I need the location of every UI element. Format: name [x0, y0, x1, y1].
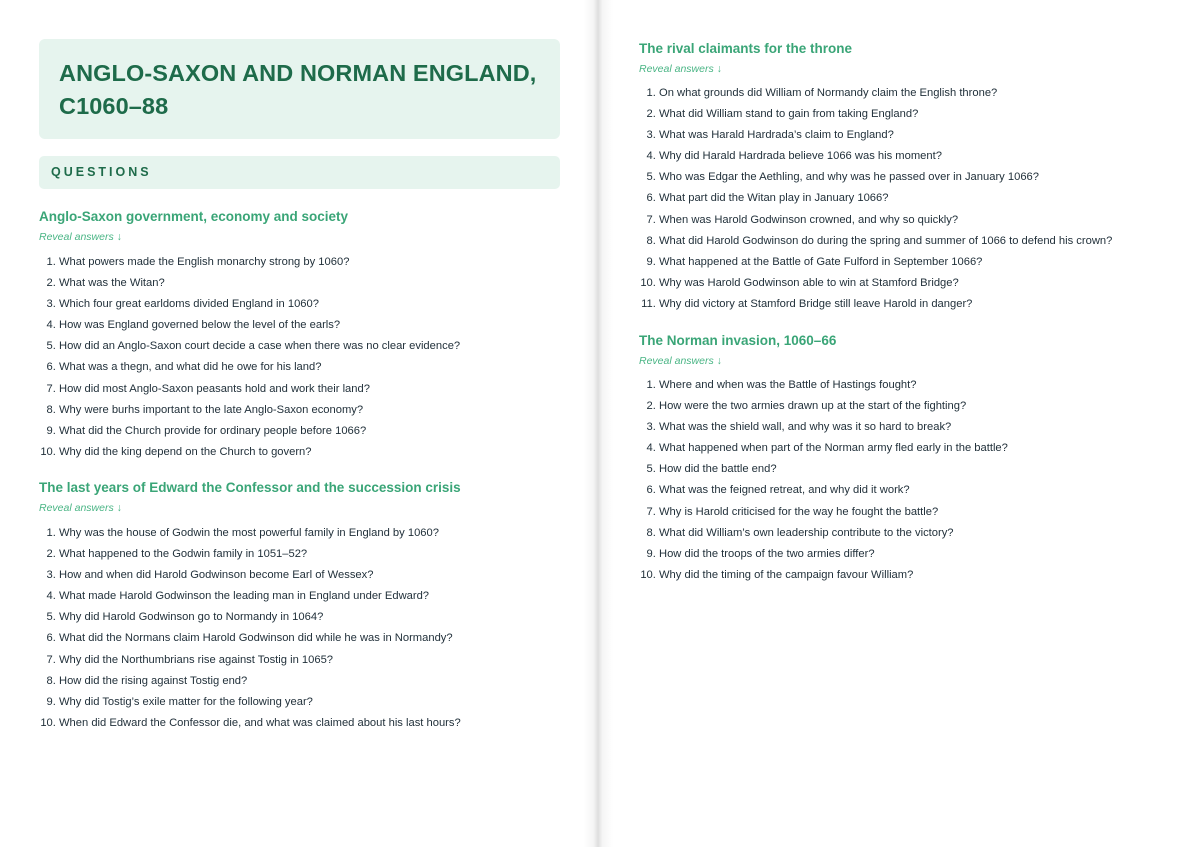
- section-heading: The last years of Edward the Confessor and the succession crisis: [39, 480, 461, 495]
- question-text: What did William stand to gain from taking England?: [659, 108, 919, 121]
- question-item[interactable]: [39, 403, 460, 424]
- question-text: Where and when was the Battle of Hastings fought?: [659, 379, 917, 391]
- question-text: Why did the timing of the campaign favour William?: [659, 568, 914, 581]
- question-item[interactable]: [39, 276, 460, 297]
- question-text: What was the Witan?: [59, 277, 165, 290]
- question-number: 6.: [46, 361, 59, 374]
- question-text: How and when did Harold Godwinson become Earl of Wessex?: [59, 569, 374, 582]
- question-number: 2.: [46, 277, 59, 290]
- question-item[interactable]: [39, 318, 460, 339]
- question-number: 1.: [46, 256, 59, 268]
- question-item[interactable]: [639, 483, 1008, 504]
- question-text: Why was Harold Godwinson able to win at Stamford Bridge?: [659, 276, 959, 289]
- question-number: 5.: [46, 611, 59, 624]
- question-text: Why was the house of Godwin the most powerful family in England by 1060?: [59, 527, 439, 539]
- question-text: On what grounds did William of Normandy claim the English throne?: [659, 87, 998, 99]
- question-text: What happened to the Godwin family in 1051–52?: [59, 548, 308, 561]
- question-number: 7.: [646, 213, 659, 226]
- question-number: 4.: [46, 319, 59, 332]
- question-item[interactable]: [639, 568, 1008, 589]
- question-number: 6.: [46, 632, 59, 645]
- question-text: Why did the Northumbrians rise against Tostig in 1065?: [59, 653, 334, 666]
- question-number: 8.: [46, 403, 59, 416]
- question-number: 7.: [46, 382, 59, 395]
- section-heading: Anglo-Saxon government, economy and society: [39, 209, 349, 224]
- question-text: Why is Harold criticised for the way he fought the battle?: [659, 505, 939, 518]
- question-text: Why did victory at Stamford Bridge still leave Harold in danger?: [659, 297, 973, 310]
- question-item[interactable]: [39, 695, 461, 716]
- question-number: 10.: [640, 276, 659, 289]
- question-text: Why did Harald Hardrada believe 1066 was his moment?: [659, 150, 942, 163]
- question-text: What happened at the Battle of Gate Fulford in September 1066?: [659, 255, 983, 268]
- question-text: What did William’s own leadership contribute to the victory?: [659, 526, 954, 539]
- question-item[interactable]: [39, 547, 461, 568]
- question-item[interactable]: [39, 631, 461, 652]
- question-item[interactable]: [39, 297, 460, 318]
- question-text: What made Harold Godwinson the leading man in England under Edward?: [59, 590, 430, 603]
- reveal-answers-link[interactable]: Reveal answers ↓: [639, 355, 722, 367]
- question-item[interactable]: [39, 424, 460, 445]
- question-item[interactable]: [39, 382, 460, 403]
- question-text: What was the shield wall, and why was it so hard to break?: [659, 421, 952, 434]
- question-item[interactable]: [639, 547, 1008, 568]
- question-number: 10.: [40, 445, 59, 458]
- question-number: 4.: [646, 442, 659, 455]
- question-item[interactable]: [639, 399, 1008, 420]
- question-text: Why did the king depend on the Church to govern?: [59, 445, 312, 458]
- question-item[interactable]: [39, 589, 461, 610]
- question-number: 8.: [646, 526, 659, 539]
- question-number: 10.: [40, 716, 59, 729]
- question-number: 5.: [646, 171, 659, 184]
- question-text: What did Harold Godwinson do during the spring and summer of 1066 to defend his crown?: [659, 234, 1113, 247]
- question-item[interactable]: [639, 191, 1112, 212]
- question-number: 9.: [46, 695, 59, 708]
- question-number: 3.: [646, 421, 659, 434]
- question-text: What was a thegn, and what did he owe for his land?: [59, 361, 322, 374]
- question-item[interactable]: [639, 128, 1112, 149]
- question-item[interactable]: [639, 378, 1008, 399]
- question-list: [639, 86, 1112, 318]
- question-item[interactable]: [639, 462, 1008, 483]
- question-number: 11.: [641, 297, 659, 310]
- question-number: 5.: [646, 463, 659, 476]
- question-text: How did an Anglo-Saxon court decide a case when there was no clear evidence?: [59, 340, 461, 353]
- reveal-answers-link[interactable]: Reveal answers ↓: [39, 231, 122, 243]
- question-item[interactable]: [639, 420, 1008, 441]
- question-list: [39, 526, 461, 737]
- question-text: Who was Edgar the Aethling, and why was he passed over in January 1066?: [659, 171, 1039, 184]
- question-item[interactable]: [639, 234, 1112, 255]
- section-succession-crisis: [39, 480, 461, 737]
- question-number: 4.: [46, 590, 59, 603]
- question-text: What did the Church provide for ordinary people before 1066?: [59, 424, 367, 437]
- question-list: [39, 255, 460, 466]
- question-item[interactable]: [39, 360, 460, 381]
- question-number: 9.: [646, 547, 659, 560]
- question-item[interactable]: [639, 170, 1112, 191]
- question-text: What did the Normans claim Harold Godwinson did while he was in Normandy?: [59, 632, 453, 645]
- question-text: How did the battle end?: [659, 463, 777, 476]
- question-item[interactable]: [639, 441, 1008, 462]
- question-item[interactable]: [39, 526, 461, 547]
- question-text: When did Edward the Confessor die, and what was claimed about his last hours?: [59, 716, 461, 729]
- question-number: 6.: [646, 192, 659, 205]
- question-number: 9.: [46, 424, 59, 437]
- title-box: [39, 39, 560, 139]
- question-text: What was the feigned retreat, and why did it work?: [659, 484, 910, 497]
- question-number: 3.: [46, 298, 59, 311]
- question-number: 1.: [646, 379, 659, 391]
- question-number: 8.: [46, 674, 59, 687]
- question-item[interactable]: [39, 674, 461, 695]
- question-item[interactable]: [639, 526, 1008, 547]
- question-item[interactable]: [639, 255, 1112, 276]
- question-number: 3.: [46, 569, 59, 582]
- question-item[interactable]: [39, 445, 460, 466]
- question-number: 10.: [640, 568, 659, 581]
- section-rival-claimants: [639, 41, 1112, 318]
- question-number: 1.: [646, 87, 659, 99]
- question-item[interactable]: [639, 276, 1112, 297]
- section-heading: The Norman invasion, 1060–66: [639, 333, 837, 348]
- question-text: How did the rising against Tostig end?: [59, 674, 248, 687]
- question-text: Why did Harold Godwinson go to Normandy in 1064?: [59, 611, 324, 624]
- question-text: What part did the Witan play in January 1066?: [659, 192, 889, 205]
- question-number: 2.: [646, 400, 659, 413]
- question-item[interactable]: [639, 149, 1112, 170]
- question-text: What was Harald Hardrada’s claim to England?: [659, 129, 894, 142]
- question-number: 5.: [46, 340, 59, 353]
- question-text: Why were burhs important to the late Anglo-Saxon economy?: [59, 403, 364, 416]
- question-text: What powers made the English monarchy strong by 1060?: [59, 256, 350, 268]
- question-number: 1.: [46, 527, 59, 539]
- question-item[interactable]: [39, 568, 461, 589]
- question-item[interactable]: [39, 610, 461, 631]
- question-list: [639, 378, 1008, 589]
- question-number: 7.: [46, 653, 59, 666]
- question-text: How were the two armies drawn up at the start of the fighting?: [659, 400, 967, 413]
- question-number: 2.: [646, 108, 659, 121]
- question-text: What happened when part of the Norman army fled early in the battle?: [659, 442, 1008, 455]
- question-item[interactable]: [639, 86, 1112, 107]
- question-number: 2.: [46, 548, 59, 561]
- question-number: 7.: [646, 505, 659, 518]
- question-number: 9.: [646, 255, 659, 268]
- question-item[interactable]: [39, 653, 461, 674]
- question-number: 6.: [646, 484, 659, 497]
- question-text: How did the troops of the two armies differ?: [659, 547, 875, 560]
- question-item[interactable]: [39, 339, 460, 360]
- question-item[interactable]: [39, 716, 461, 737]
- question-item[interactable]: [39, 255, 460, 276]
- section-anglo-saxon-government: [39, 209, 460, 466]
- question-text: How did most Anglo-Saxon peasants hold and work their land?: [59, 382, 370, 395]
- section-heading: The rival claimants for the throne: [639, 41, 853, 56]
- question-number: 4.: [646, 150, 659, 163]
- reveal-answers-link[interactable]: Reveal answers ↓: [639, 63, 722, 75]
- question-item[interactable]: [639, 505, 1008, 526]
- question-item[interactable]: [639, 297, 1112, 318]
- question-number: 8.: [646, 234, 659, 247]
- question-item[interactable]: [639, 107, 1112, 128]
- question-text: Which four great earldoms divided England in 1060?: [59, 298, 319, 311]
- question-text: Why did Tostig’s exile matter for the following year?: [59, 695, 313, 708]
- question-text: When was Harold Godwinson crowned, and why so quickly?: [659, 213, 959, 226]
- page-title: ANGLO-SAXON AND NORMAN ENGLAND, C1060–88: [59, 60, 537, 119]
- questions-header: QUESTIONS: [39, 156, 560, 189]
- question-number: 3.: [646, 129, 659, 142]
- section-norman-invasion: [639, 333, 1008, 589]
- question-item[interactable]: [639, 213, 1112, 234]
- reveal-answers-link[interactable]: Reveal answers ↓: [39, 502, 122, 514]
- question-text: How was England governed below the level of the earls?: [59, 319, 341, 332]
